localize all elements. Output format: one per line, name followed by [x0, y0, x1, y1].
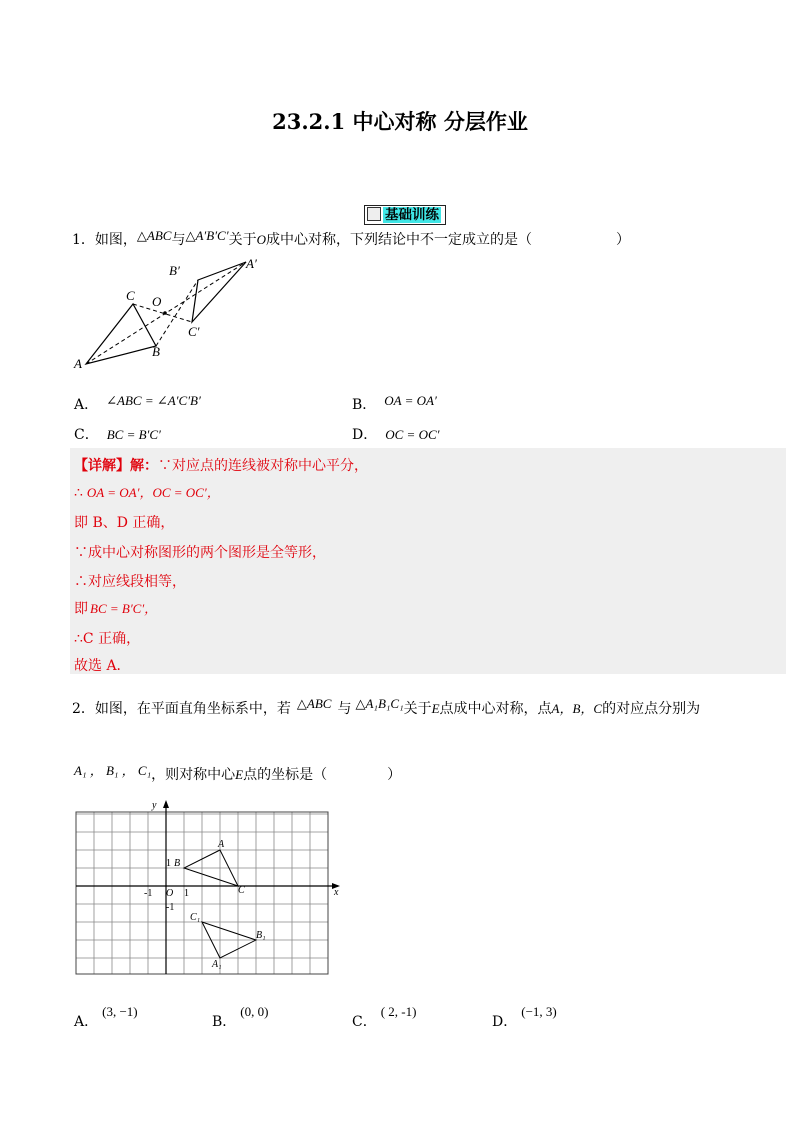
q2-and: 与 [337, 701, 352, 717]
label-o: O [152, 294, 162, 309]
q1-text-mid: 关于 [228, 232, 257, 248]
point-a1-label: A₁ [212, 959, 222, 970]
label-b-prime: B′ [169, 263, 180, 278]
section-badge-label: 基础训练 [385, 207, 439, 223]
q2-line2-e: E [235, 767, 244, 782]
solution-line-6: 即 BC = B′C′， [74, 601, 158, 617]
option-label: A． [74, 397, 99, 413]
option-expr: OC = OC′ [385, 427, 440, 442]
label-a-prime: A′ [246, 256, 257, 271]
question-1-stem [72, 228, 630, 249]
y-axis-arrow-icon [163, 800, 169, 808]
option-expr: ∠ABC = ∠A′C′B′ [106, 393, 201, 408]
question-2-stem [72, 696, 700, 718]
option-label: D． [352, 427, 378, 443]
q2-option-b[interactable] [212, 1004, 268, 1031]
solution-line-8: 故选 A． [74, 658, 131, 674]
y-tick-neg-1: -1 [166, 902, 175, 913]
label-c-prime: C′ [188, 324, 200, 339]
option-label: B． [352, 397, 377, 413]
x-axis-label: x [334, 887, 339, 898]
y-axis-label: y [152, 800, 157, 811]
q2-line2-end: 点的坐标是（ [243, 767, 328, 783]
q2-number: 2．如图，在平面直角坐标系中，若 [72, 701, 291, 717]
q1-option-d[interactable] [352, 424, 439, 444]
q1-option-c[interactable] [74, 424, 161, 444]
label-a: A [74, 356, 82, 371]
q2-option-a[interactable] [74, 1004, 138, 1031]
page-title: 23.2.1 中心对称 分层作业 [272, 109, 528, 134]
q1-triangle-1: △ABC [136, 228, 172, 243]
solution-line-5: ∴对应线段相等， [74, 574, 186, 590]
badge-box-icon [367, 207, 381, 221]
q2-text-end-2: 的对应点分别为 [602, 701, 701, 717]
q2-option-d[interactable] [492, 1004, 557, 1031]
q2-points: A，B，C [551, 701, 603, 716]
q2-triangle-2: △A₁B₁C₁ [355, 696, 404, 711]
solution-line-1: 【详解】解：∵对应点的连线被对称中心平分， [74, 458, 368, 474]
triangle-a1b1c1 [192, 262, 246, 322]
point-a-label: A [218, 839, 225, 850]
section-badge [364, 205, 446, 225]
x-tick-neg-1: -1 [144, 888, 153, 899]
x-tick-1: 1 [184, 888, 189, 899]
solution-line-4: ∵成中心对称图形的两个图形是全等形， [74, 545, 326, 561]
q2-line2-text: ，则对称中心 [151, 767, 236, 783]
option-expr: (−1, 3) [521, 1004, 557, 1019]
option-expr: ( 2, -1) [380, 1004, 417, 1019]
q2-text-mid: 关于 [403, 701, 432, 717]
point-c1-label: C₁ [190, 912, 201, 923]
q2-text-end: 点成中心对称，点 [439, 701, 552, 717]
solution-line-3: 即 B、D 正确， [74, 515, 175, 531]
q1-and: 与 [171, 232, 186, 248]
option-label: A． [74, 1014, 99, 1030]
q1-number: 1．如图， [72, 232, 137, 248]
option-expr: (0, 0) [240, 1004, 269, 1019]
label-c: C [126, 288, 135, 303]
option-expr: (3, −1) [102, 1004, 138, 1019]
point-b1-label: B₁ [256, 930, 266, 941]
solution-line-2: ∴ OA = OA′，OC = OC′， [74, 485, 220, 501]
q1-paren-close: ） [615, 232, 630, 248]
question-2-line-2 [74, 760, 401, 784]
q1-option-b[interactable] [352, 393, 437, 414]
q2-paren-close: ） [387, 767, 402, 783]
q1-option-a[interactable] [74, 393, 201, 414]
q2-option-c[interactable] [352, 1004, 416, 1031]
option-label: B． [212, 1014, 237, 1030]
label-b: B [152, 344, 160, 359]
solution-line-7: ∴C 正确， [74, 631, 141, 647]
q1-center: O [256, 232, 266, 247]
q1-figure [66, 252, 276, 374]
q2-triangle-1: △ABC [296, 696, 332, 711]
y-tick-1: 1 [166, 858, 171, 869]
q2-e: E [431, 701, 440, 716]
q2-corresponding-points: A₁ ， B₁ ， C₁ [74, 763, 152, 778]
q2-coordinate-grid [66, 796, 352, 980]
point-c-label: C [238, 885, 245, 896]
q1-text-end: 成中心对称，下列结论中不一定成立的是（ [265, 232, 532, 248]
triangle-abc [86, 304, 156, 364]
point-b-label: B [174, 858, 181, 869]
option-expr: OA = OA′ [384, 393, 437, 408]
q1-triangle-2: △A′B′C′ [185, 228, 229, 243]
solution-heading: 【详解】解： [74, 458, 158, 474]
option-expr: BC = B′C′ [106, 427, 161, 442]
origin-label: O [166, 888, 174, 899]
option-label: C． [74, 427, 99, 443]
option-label: C． [352, 1014, 377, 1030]
option-label: D． [492, 1014, 518, 1030]
center-point-o [163, 311, 167, 315]
